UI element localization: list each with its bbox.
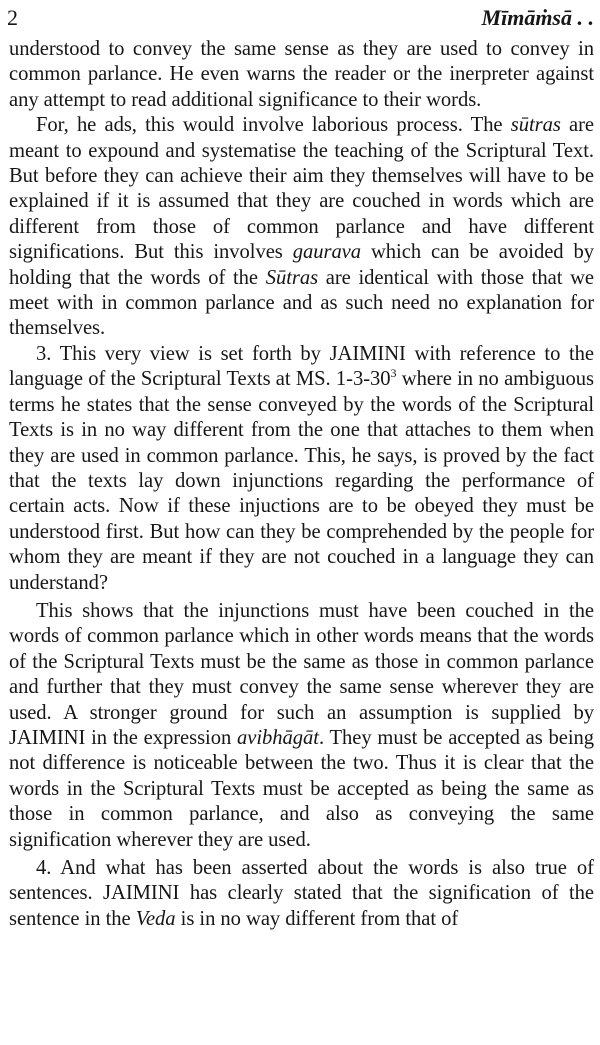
paragraph-2 [9,113,594,342]
term-gaurava: gaurava [292,241,362,264]
paragraph-4-text-a: This shows that the injunctions must have been couched in the words of common parlance which in other words means that the words of the Scriptural Texts must be the same as those in common parlance and further that they must convey the same sense wherever they are used. A stronger ground for such an assumption is supplied by JAIMINI in the expression [9,599,594,749]
paragraph-1-text: understood to convey the same sense as they are used to convey in common parlance. He even warns the reader or the inerpreter against any attempt to read additional significance to their words. [9,38,594,111]
page-number: 2 [7,5,18,30]
term-sutras: sūtras [510,114,561,137]
paragraph-2-text-b: are meant to expound and systematise the teaching of the Scriptural Text. But before they can achieve their aim they themselves will have to be explained if it is assumed that they are couched in words which are different from those of common parlance and have different significations. But this involves [9,114,594,264]
paragraph-2-text-a: For, he ads, this would involve laborious process. The [36,114,511,137]
paragraph-3 [9,342,594,596]
term-sutras-capitalized: Sūtras [265,266,319,289]
footnote-reference-3: 3 [390,366,397,381]
term-veda: Veda [135,907,176,930]
paragraph-4 [9,599,594,853]
term-avibhagat: avibhāgāt [237,726,319,749]
running-head [7,2,594,34]
paragraph-2-text-d: are identical with those that we meet with in common parlance and as such need no explanation for themselves. [9,266,594,340]
paragraph-3-text-a: 3. This very view is set forth by JAIMINI with reference to the language of the Scriptural Texts at MS. 1-3-30 [9,342,594,391]
paragraph-4-text-b: . They must be accepted as being not difference is noticeable between the two. Thus it is clear that the words in the Scriptural Texts must be accepted as being the same as those in common parlance, and also as conveying the same signification wherever they are used. [9,726,594,851]
paragraph-3-text-b: where in no ambiguous terms he states that the sense conveyed by the words of the Scriptural Texts is in no way different from the one that attaches to them when they are used in common parlance. This, he says, is proved by the fact that the texts lay down injunctions regarding the performance of certain acts. Now if these injuctions are to be obeyed they must be understood first. But how can they be comprehended by the people for whom they are meant if they are not couched in a language they can understand? [9,368,595,594]
running-title: Mīmāṁsā . . [481,5,594,30]
paragraph-5 [9,856,594,932]
paragraph-5-text-b: is in no way different from that of [175,907,459,930]
paragraph-5-text-a: 4. And what has been asserted about the words is also true of sentences. JAIMINI has clearly stated that the signification of the sentence in the [9,857,594,930]
body-text [9,37,594,932]
paragraph-2-text-c: which can be avoided by holding that the words of the [9,241,594,289]
paragraph-1 [9,37,594,113]
